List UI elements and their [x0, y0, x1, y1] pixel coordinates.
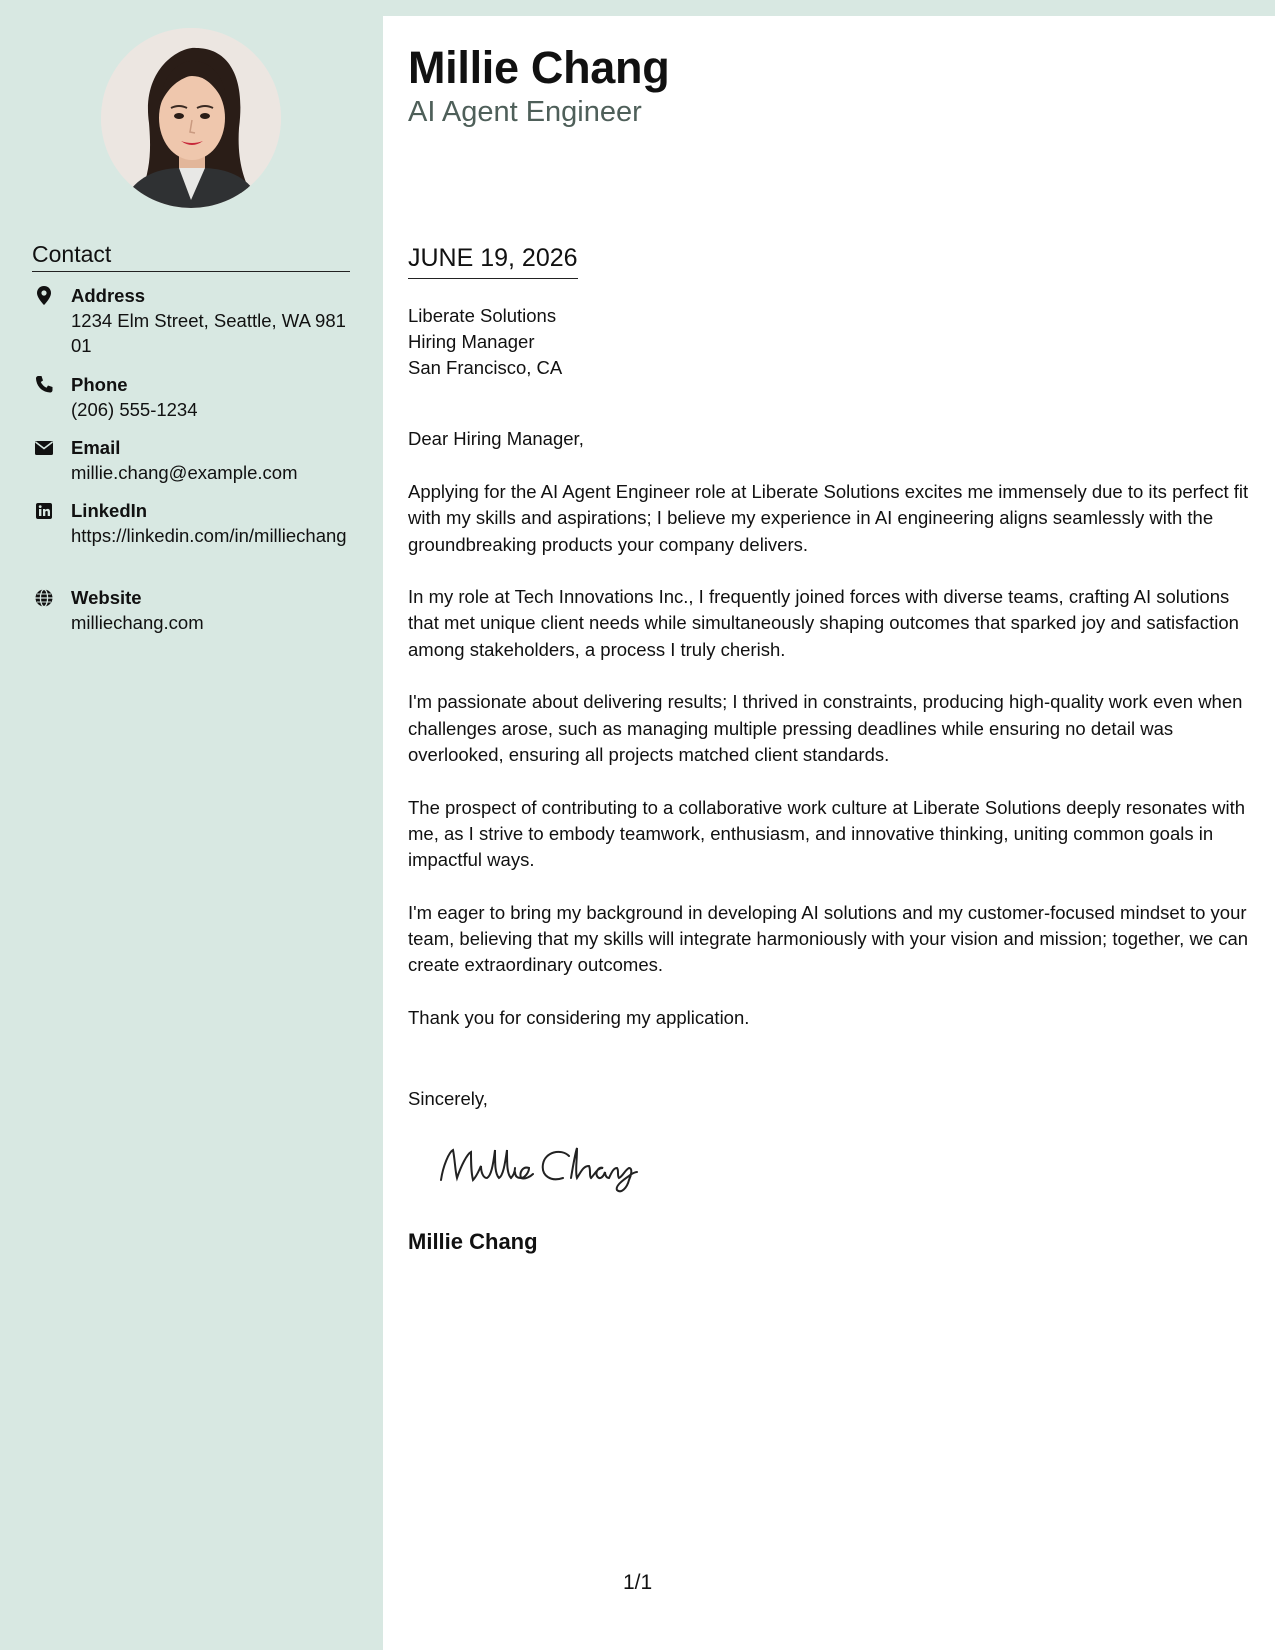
profile-photo: [101, 28, 281, 208]
globe-icon: [32, 586, 56, 610]
website-label: Website: [71, 587, 142, 608]
phone-label: Phone: [71, 374, 128, 395]
email-label: Email: [71, 437, 121, 458]
handwritten-signature: [433, 1136, 653, 1196]
address-value: 1234 Elm Street, Seattle, WA 98101: [71, 310, 346, 356]
letter-body: [408, 479, 1254, 1058]
linkedin-label: LinkedIn: [71, 500, 148, 521]
body-paragraph: The prospect of contributing to a collaborative work culture at Liberate Solutions deeply resonates with me, as I strive to embody teamwork, enthusiasm, and innovative thinking, uniting common goals in impactful ways.: [408, 796, 1246, 871]
closing: Sincerely,: [408, 1088, 488, 1109]
body-paragraph: I'm eager to bring my background in developing AI solutions and my customer-focused mindset to your team, believing that my skills will integrate harmoniously with your vision and mission; together, we can create extraordinary outcomes.: [408, 901, 1249, 976]
letter-page: [383, 16, 1275, 1650]
recipient-block: [408, 303, 562, 381]
letter-date: JUNE 19, 2026: [408, 242, 578, 279]
signer-name: Millie Chang: [408, 1229, 538, 1254]
body-paragraph: Thank you for considering my application.: [408, 1006, 750, 1028]
linkedin-icon: [32, 499, 56, 523]
linkedin-value[interactable]: https://linkedin.com/in/milliechang: [71, 525, 347, 546]
applicant-title: AI Agent Engineer: [408, 96, 642, 128]
recipient-person: Hiring Manager: [408, 331, 535, 352]
recipient-company: Liberate Solutions: [408, 305, 557, 326]
page-indicator: 1/1: [623, 1571, 653, 1594]
body-paragraph: Applying for the AI Agent Engineer role at Liberate Solutions excites me immensely due to its perfect fit with my skills and aspirations; I believe my experience in AI engineering aligns seamlessly with the groundbreaking products your company delivers.: [408, 481, 1249, 555]
map-pin-icon: [32, 284, 56, 308]
salutation: Dear Hiring Manager,: [408, 428, 584, 449]
website-value[interactable]: milliechang.com: [71, 612, 204, 633]
recipient-location: San Francisco, CA: [408, 357, 563, 378]
applicant-name: Millie Chang: [408, 42, 670, 93]
envelope-icon: [32, 436, 56, 460]
email-value[interactable]: millie.chang@example.com: [71, 462, 298, 483]
body-paragraph: I'm passionate about delivering results; I thrived in constraints, producing high-quality work even when challenges arose, such as managing multiple pressing deadlines while ensuring no detail was overlooked, ensuring all projects matched client standards.: [408, 691, 1243, 765]
contact-heading: Contact: [32, 240, 350, 272]
phone-value: (206) 555-1234: [71, 399, 198, 420]
body-paragraph: In my role at Tech Innovations Inc., I frequently joined forces with diverse teams, crafting AI solutions that met unique client needs while simultaneously shaping outcomes that sparked joy and satisfaction among stakeholders, a process I truly cherish.: [408, 586, 1239, 660]
phone-icon: [32, 373, 56, 397]
sidebar: [0, 0, 383, 1650]
address-label: Address: [71, 285, 146, 306]
